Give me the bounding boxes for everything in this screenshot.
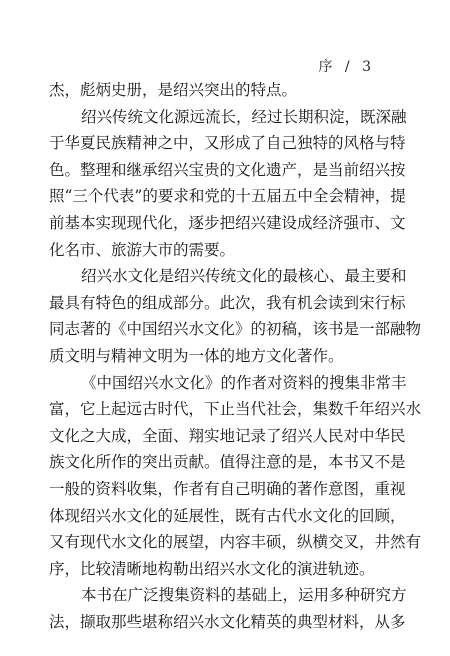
text-line: 法，撷取那些堪称绍兴水文化精英的典型材料，从多 (49, 613, 406, 631)
text-line: 一般的资料收集，作者有自己明确的著作意图，重视 (49, 480, 406, 498)
text-line: 本书在广泛搜集资料的基础上，运用多种研究方 (81, 586, 407, 605)
text-line: 族文化所作的突出贡献。值得注意的是，本书又不是 (49, 453, 406, 472)
text-line: 化名市、旅游大市的需要。 (49, 240, 236, 259)
text-line: 绍兴传统文化源远流长，经过长期积淀，既深融 (81, 107, 407, 126)
text-line: 质文明与精神文明为一体的地方文化著作。 (49, 347, 344, 365)
text-line: 同志著的《中国绍兴水文化》的初稿，该书是一部融物 (49, 320, 422, 339)
text-line: 最具有特色的组成部分。此次，我有机会读到宋行标 (49, 293, 406, 312)
header-separator: / (344, 59, 354, 75)
text-line: 杰，彪炳史册，是绍兴突出的特点。 (49, 81, 298, 99)
section-title: 序 (318, 59, 337, 75)
text-line: 色。整理和继承绍兴宝贵的文化遗产，是当前绍兴按 (49, 160, 406, 179)
text-line: 序，比较清晰地构勒出绍兴水文化的演进轨迹。 (49, 559, 375, 578)
text-line: 富，它上起远古时代，下止当代社会，集数千年绍兴水 (49, 400, 422, 419)
text-line: 照“三个代表”的要求和党的十五届五中全会精神，提 (49, 187, 406, 206)
text-line: 文化之大成，全面、翔实地记录了绍兴人民对中华民 (49, 426, 406, 445)
text-line: 又有现代水文化的展望，内容丰硕，纵横交叉，井然有 (49, 533, 422, 552)
text-line: 绍兴水文化是绍兴传统文化的最核心、最主要和 (81, 267, 407, 286)
text-line: 《中国绍兴水文化》的作者对资料的搜集非常丰 (81, 373, 407, 392)
page-number: 3 (362, 59, 375, 75)
text-line: 前基本实现现代化，逐步把绍兴建设成经济强市、文 (49, 214, 406, 232)
running-header (318, 56, 375, 76)
text-line: 于华夏民族精神之中，又形成了自己独特的风格与特 (49, 134, 406, 153)
text-line: 体现绍兴水文化的延展性，既有古代水文化的回顾， (49, 506, 406, 525)
